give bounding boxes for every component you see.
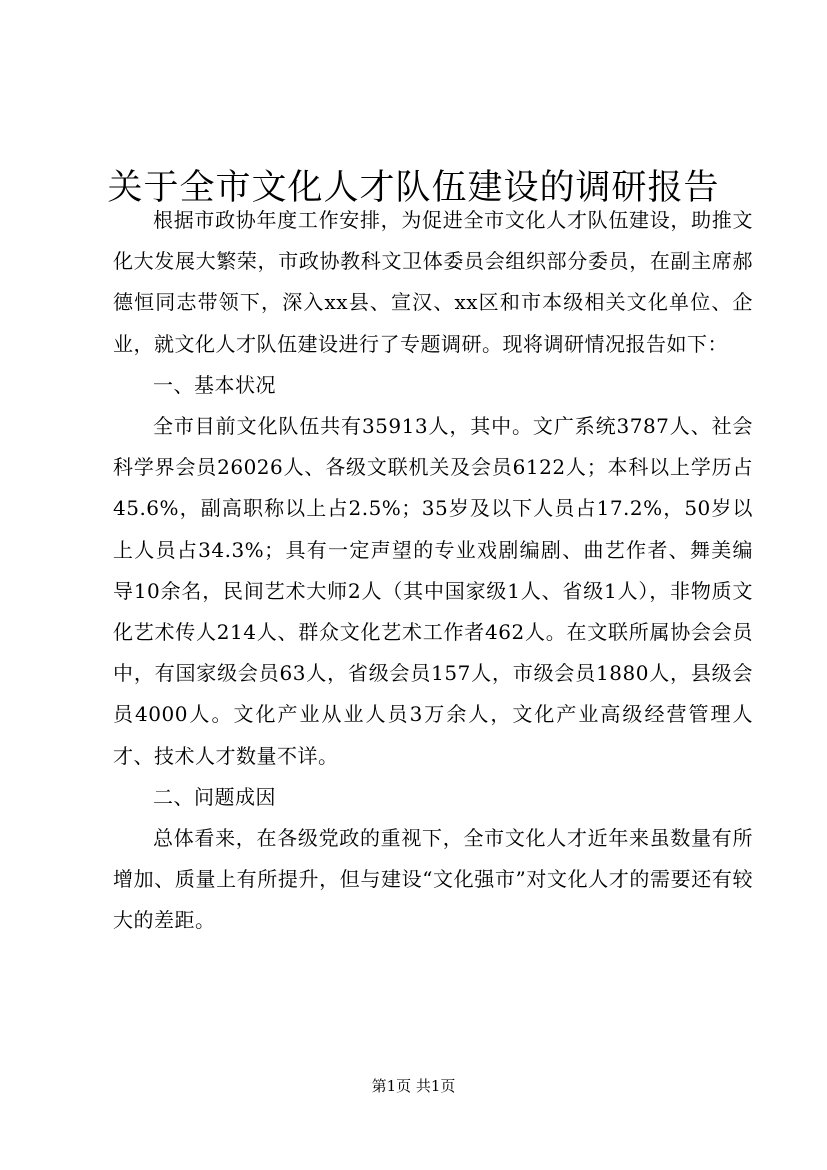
document-body	[113, 200, 753, 942]
problems-paragraph: 总体看来，在各级党政的重视下，全市文化人才近年来虽数量有所增加、质量上有所提升，但与建设“文化强市”对文化人才的需要还有较大的差距。	[113, 826, 753, 933]
page-number: 第1页 共1页	[371, 1077, 456, 1095]
section-heading-problems: 二、问题成因	[153, 784, 276, 809]
section-heading-basic-status: 一、基本状况	[153, 372, 276, 397]
intro-paragraph: 根据市政协年度工作安排，为促进全市文化人才队伍建设，助推文化大发展大繁荣，市政协教科文卫体委员会组织部分委员，在副主席郝德恒同志带领下，深入xx县、宣汉、xx区和市本级相关文化单位、企业，就文化人才队伍建设进行了专题调研。现将调研情况报告如下：	[113, 208, 753, 356]
document-title: 关于全市文化人才队伍建设的调研报告	[107, 168, 720, 209]
basic-status-paragraph: 全市目前文化队伍共有35913人，其中。文广系统3787人、社会科学界会员26026人、各级文联机关及会员6122人；本科以上学历占45.6%，副高职称以上占2.5%；35岁及以下人员占17.2%，50岁以上人员占34.3%；具有一定声望的专业戏剧编剧、曲艺作者、舞美编导10余名，民间艺术大师2人（其中国家级1人、省级1人），非物质文化艺术传人214人、群众文化艺术工作者462人。在文联所属协会会员中，有国家级会员63人，省级会员157人，市级会员1880人，县级会员4000人。文化产业从业人员3万余人，文化产业高级经营管理人才、技术人才数量不详。	[113, 414, 753, 768]
